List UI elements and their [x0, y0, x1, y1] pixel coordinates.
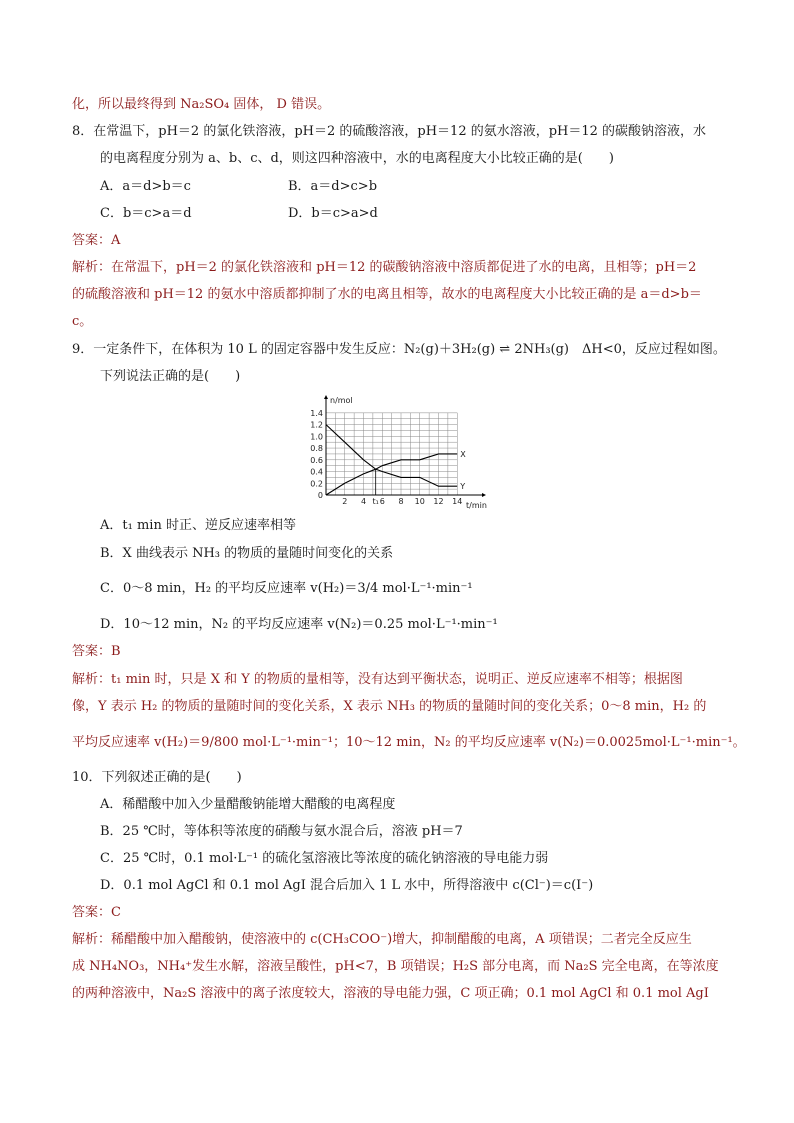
x-tick-label: 6	[379, 497, 385, 506]
question-10-option-b: B．25 ℃时，等体积等浓度的硝酸与氨水混合后，溶液 pH＝7	[100, 824, 463, 839]
question-8-explanation-3: c。	[72, 314, 93, 329]
x-tick-label: 4	[360, 497, 367, 506]
y-axis-arrow	[324, 395, 328, 399]
series-label-Y: Y	[460, 482, 466, 492]
reaction-chart	[290, 392, 500, 512]
question-9-option-d: D．10～12 min，N₂ 的平均反应速率 v(N₂)＝0.25 mol·L⁻¹·min⁻¹	[100, 617, 498, 632]
x-tick-label: t₁	[372, 497, 379, 506]
x-tick-label: 12	[433, 497, 444, 506]
question-9-option-a: A．t₁ min 时正、逆反应速率相等	[100, 518, 296, 533]
x-tick-label: 10	[414, 497, 425, 506]
chart-y-label: n/mol	[330, 396, 353, 405]
x-tick-label: 14	[452, 497, 463, 506]
prev-explanation-tail: 化，所以最终得到 Na₂SO₄ 固体， D 错误。	[72, 97, 331, 112]
y-tick-label: 1.2	[310, 420, 323, 430]
chart-x-label: t/min	[466, 501, 487, 510]
y-tick-label: 0	[317, 491, 323, 500]
question-9-explanation-3: 平均反应速率 v(H₂)＝9/800 mol·L⁻¹·min⁻¹；10～12 min，N₂ 的平均反应速率 v(N₂)＝0.0025mol·L⁻¹·min⁻¹。	[72, 735, 746, 750]
y-tick-label: 0.2	[310, 479, 323, 489]
question-9-stem-2: 下列说法正确的是( )	[100, 369, 241, 384]
y-tick-label: 0.6	[310, 455, 323, 465]
question-9-option-b: B．X 曲线表示 NH₃ 的物质的量随时间变化的关系	[100, 546, 394, 561]
question-10-explanation-1: 解析：稀醋酸中加入醋酸钠，使溶液中的 c(CH₃COO⁻)增大，抑制醋酸的电离，A 项错误；二者完全反应生	[72, 932, 692, 947]
y-tick-label: 0.8	[310, 444, 323, 454]
y-tick-label: 1.0	[310, 432, 323, 442]
x-axis-arrow	[482, 493, 486, 497]
x-tick-label: 2	[342, 497, 348, 506]
question-8-option-c: C．b＝c>a＝d	[100, 206, 192, 221]
question-10-answer: 答案：C	[72, 905, 121, 920]
question-8-explanation-2: 的硫酸溶液和 pH＝12 的氨水中溶质都抑制了水的电离且相等，故水的电离程度大小比较正确的是 a＝d>b＝	[72, 287, 702, 302]
question-10-explanation-2: 成 NH₄NO₃，NH₄⁺发生水解，溶液呈酸性，pH<7，B 项错误；H₂S 部分电离，而 Na₂S 完全电离，在等浓度	[72, 959, 719, 974]
y-tick-label: 0.4	[310, 467, 323, 477]
question-8-stem-1: 8．在常温下，pH＝2 的氯化铁溶液，pH＝2 的硫酸溶液，pH＝12 的氨水溶液，pH＝12 的碳酸钠溶液，水	[72, 124, 707, 139]
question-8-stem-2: 的电离程度分别为 a、b、c、d，则这四种溶液中，水的电离程度大小比较正确的是( )	[100, 151, 614, 166]
question-10-option-c: C．25 ℃时，0.1 mol·L⁻¹ 的硫化氢溶液比等浓度的硫化钠溶液的导电能力弱	[100, 851, 549, 866]
question-10-option-d: D．0.1 mol AgCl 和 0.1 mol AgI 混合后加入 1 L 水中，所得溶液中 c(Cl⁻)＝c(I⁻)	[100, 878, 594, 893]
question-8-option-b: B．a＝d>c>b	[288, 179, 378, 194]
question-9-stem-1: 9．一定条件下，在体积为 10 L 的固定容器中发生反应：N₂(g)＋3H₂(g) ⇌ 2NH₃(g) ΔH<0，反应过程如图。	[72, 342, 726, 357]
question-10-stem: 10．下列叙述正确的是( )	[72, 770, 242, 785]
y-tick-label: 1.4	[310, 408, 323, 418]
question-9-option-c: C．0～8 min，H₂ 的平均反应速率 v(H₂)＝3/4 mol·L⁻¹·min⁻¹	[100, 581, 473, 596]
question-9-explanation-1: 解析：t₁ min 时，只是 X 和 Y 的物质的量相等，没有达到平衡状态，说明正、逆反应速率不相等；根据图	[72, 672, 683, 687]
question-8-explanation-1: 解析：在常温下，pH＝2 的氯化铁溶液和 pH＝12 的碳酸钠溶液中溶质都促进了水的电离，且相等；pH＝2	[72, 260, 697, 275]
question-9-answer: 答案：B	[72, 644, 121, 659]
question-9-explanation-2: 像，Y 表示 H₂ 的物质的量随时间的变化关系，X 表示 NH₃ 的物质的量随时间的变化关系；0～8 min，H₂ 的	[72, 699, 707, 714]
question-10-option-a: A．稀醋酸中加入少量醋酸钠能增大醋酸的电离程度	[100, 797, 396, 812]
chart-ticks	[310, 409, 462, 506]
series-label-X: X	[460, 449, 466, 459]
question-8-option-a: A．a＝d>b＝c	[100, 179, 191, 194]
x-tick-label: 8	[398, 497, 404, 506]
question-10-explanation-3: 的两种溶液中，Na₂S 溶液中的离子浓度较大，溶液的导电能力强，C 项正确；0.1 mol AgCl 和 0.1 mol AgI	[72, 986, 709, 1001]
question-8-answer: 答案：A	[72, 233, 121, 248]
question-8-option-d: D．b＝c>a>d	[288, 206, 378, 221]
